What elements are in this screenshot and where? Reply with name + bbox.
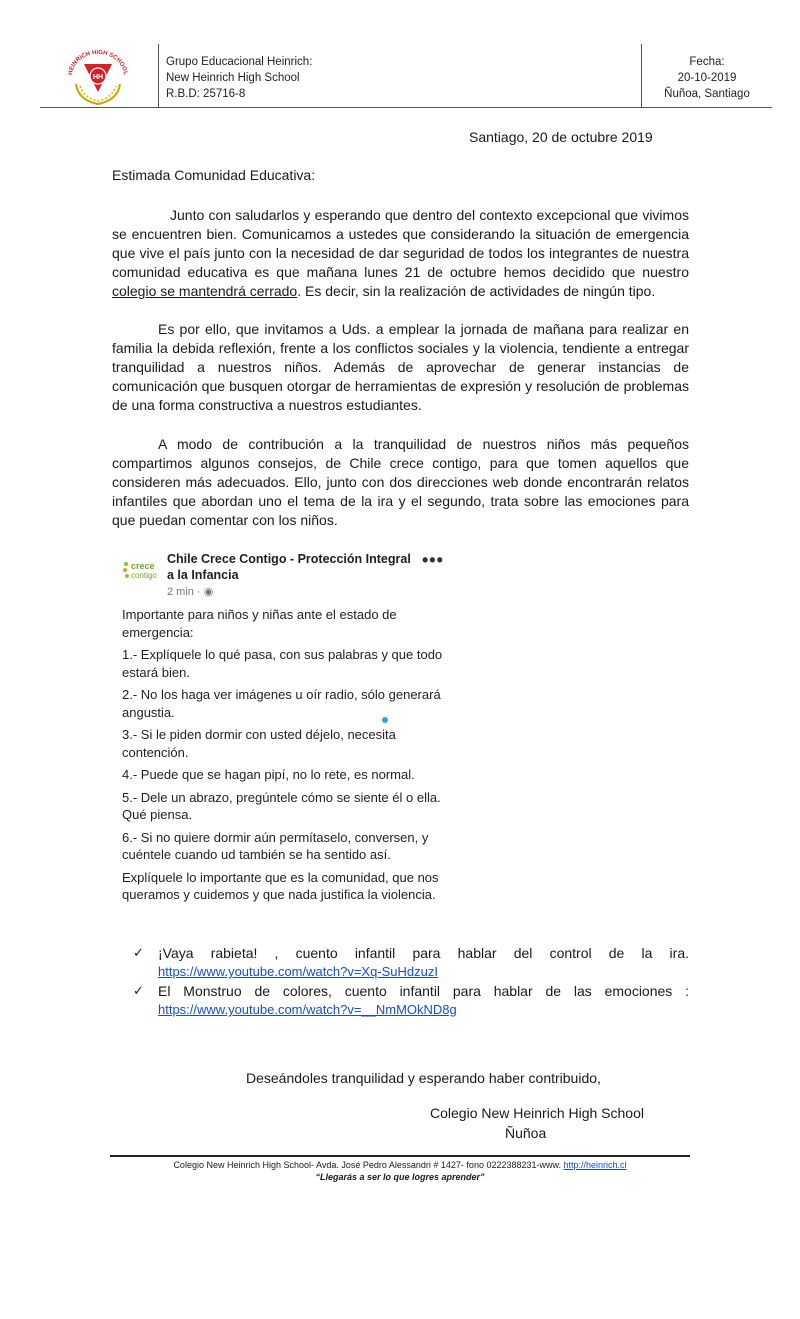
post-line: 5.- Dele un abrazo, pregúntele cómo se siente él o ella. Qué piensa. (122, 789, 441, 822)
post-line: 2.- No los haga ver imágenes u oír radio, sólo generará angustia. (122, 687, 441, 720)
signature-school: Colegio New Heinrich High School (430, 1105, 644, 1121)
youtube-link[interactable]: https://www.youtube.com/watch?v=Xq-SuHdzuzI (158, 964, 438, 979)
school-crest-logo (62, 50, 134, 106)
post-line: 4.- Puede que se hagan pipí, no lo rete, es normal. (122, 767, 415, 782)
check-icon: ✓ (133, 945, 144, 960)
post-timestamp (167, 585, 213, 598)
logo-text: HEINRICH HIGH SCHOOL (67, 50, 129, 76)
post-time: 2 min · (167, 586, 204, 598)
list-item (133, 982, 689, 1019)
cursor-dot (382, 717, 388, 723)
globe-icon: ◉ (203, 586, 214, 598)
post-line: Importante para niños y niñas ante el estado de emergencia: (122, 607, 397, 640)
school-motto: “Llegarás a ser lo que logres aprender” (315, 1172, 485, 1182)
post-author[interactable]: Chile Crece Contigo - Protección Integral a la Infancia (167, 552, 411, 582)
place-date: Santiago, 20 de octubre 2019 (469, 129, 653, 145)
story-links-list (133, 944, 689, 1020)
footer-address (110, 1159, 690, 1171)
org-group: Grupo Educacional Heinrich: (166, 56, 313, 68)
date-label: Fecha: (689, 56, 725, 68)
list-item (133, 944, 689, 981)
post-line: 6.- Si no quiere dormir aún permítaselo, conversen, y cuéntele cuando ud también se ha sentido así. (122, 829, 429, 862)
paragraph-1-underlined: colegio se mantendrá cerrado (112, 283, 298, 299)
org-info (166, 54, 312, 102)
footer-address-text: Colegio New Heinrich High School- Avda. José Pedro Alessandri # 1427- fono 0222388231-www. (173, 1160, 564, 1170)
post-body (122, 606, 452, 909)
link-description: ¡Vaya rabieta! , cuento infantil para hablar del control de la ira. (158, 945, 689, 961)
post-line: Explíquele lo importante que es la comunidad, que nos queramos y cuidemos y que nada justifica la violencia. (122, 869, 439, 902)
doc-date-box (642, 54, 772, 102)
logo-word-contigo: contigo (131, 571, 157, 580)
org-school: New Heinrich High School (166, 72, 300, 84)
paragraph-3: A modo de contribución a la tranquilidad de nuestros niños más pequeños compartimos algunos consejos, de Chile crece contigo, para que tomen aquellos que consideren más adecuados. Ello, junto con dos direcciones web donde encontrarán relatos infantiles que abordan uno el tema de la ira y el segundo, trata sobre las emociones para que puedan comentar con los niños. (112, 436, 689, 528)
website-link[interactable]: http://heinrich.cl (563, 1160, 627, 1170)
link-description: El Monstruo de colores, cuento infantil para hablar de las emociones : (158, 983, 689, 999)
paragraph-1 (112, 206, 689, 301)
logo-initials: HH (92, 74, 104, 81)
chile-crece-contigo-logo (122, 558, 162, 582)
post-line: 1.- Explíquele lo qué pasa, con sus palabras y que todo estará bien. (122, 647, 443, 680)
org-rbd: R.B.D: 25716-8 (166, 88, 246, 100)
paragraph-1-text: Junto con saludarlos y esperando que dentro del contexto excepcional que vivimos se encuentren bien. Comunicamos a ustedes que considerando la situación de emergencia que vive el país junto con la necesidad de dar seguridad de todos los integrantes de nuestra comunidad educativa es que mañana lunes 21 de octubre hemos decidido que nuestro (112, 207, 689, 280)
more-options-icon[interactable]: ••• (422, 550, 444, 570)
date-value: 20-10-2019 (677, 72, 737, 84)
location: Ñuñoa, Santiago (664, 88, 750, 100)
greeting: Estimada Comunidad Educativa: (112, 167, 316, 183)
signature-commune: Ñuñoa (505, 1125, 547, 1141)
paragraph-1-end: . Es decir, sin la realización de actividades de ningún tipo. (297, 283, 656, 299)
post-line: 3.- Si le piden dormir con usted déjelo, necesita contención. (122, 727, 396, 760)
header-divider-left (158, 44, 159, 107)
closing-line: Deseándoles tranquilidad y esperando haber contribuido, (246, 1070, 601, 1086)
footer-divider (110, 1155, 690, 1157)
paragraph-2: Es por ello, que invitamos a Uds. a emplear la jornada de mañana para realizar en familia la debida reflexión, frente a los conflictos sociales y la violencia, tendiente a entregar tranquilidad a nuestros niños. Además de aprovechar de generar instancias de comunicación que busquen otorgar de herramientas de expresión y resolución de problemas de una forma constructiva a nuestros estudiantes. (112, 321, 689, 413)
youtube-link[interactable]: https://www.youtube.com/watch?v=__NmMOkND8g (158, 1002, 457, 1017)
logo-word-crece: crece (131, 561, 155, 571)
check-icon: ✓ (133, 983, 144, 998)
